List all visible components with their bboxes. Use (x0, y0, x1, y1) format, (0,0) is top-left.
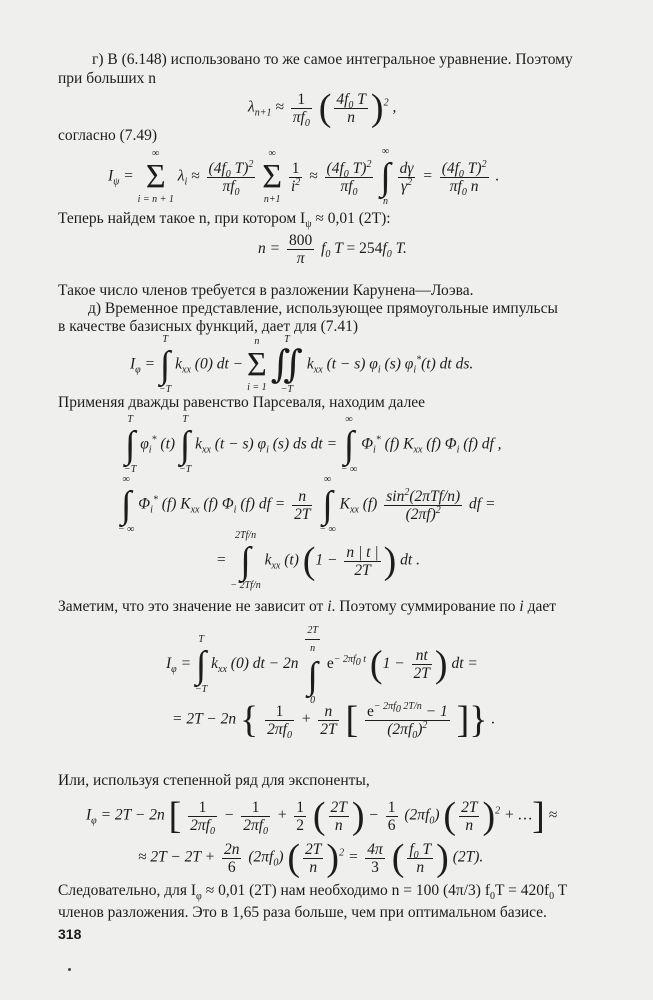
paragraph-zametim: Заметим, что это значение не зависит от i. Поэтому суммирование по i дает (58, 598, 556, 615)
equation-i-phi-integral: $I_\varphi = T$ ∫ −T $k_{xx}$ (0) dt − 2n $\frac{2T}{n}$ ∫ 0 $e^{- 2\pi f_0 t}$ (1 − $\frac{nt}{2T}$ ) dt = (166, 622, 478, 707)
equation-parseval-3: = 2Tf/n ∫ − 2Tf/n $k_{xx}$ (t) (1 − $\frac{n | t |}{2T}$ ) dt . (216, 530, 420, 591)
paragraph-soglasno: согласно (7.49) (58, 127, 158, 144)
paragraph-g-line1: г) В (6.148) использовано то же самое интегральное уравнение. Поэтому (92, 51, 573, 68)
paragraph-g-line2: при больших n (58, 70, 157, 87)
equation-parseval-1: T ∫ −T $\varphi_i^*$ (t) T ∫ −T $k_{xx}$ (t − s) $\varphi_i$ (s) ds dt = ∞ ∫ − ∞ $\Phi_i^*$ (f) $K_{xx}$ (f) $\Phi_i$ (f) df , (124, 414, 502, 475)
equation-lambda: $\lambda_{n+1}$ ≈ $\frac{1}{\pi f_0}$ ( $\frac{4f_0 T}{n}$ )$^2$ , (248, 87, 397, 129)
equation-series-result: ≈ 2T − 2T + $\frac{2n}{6}$ $(2\pi f_0)$ ( $\frac{2T}{n}$ )$^2$ = $\frac{4\pi}{3}$ ( $\frac{f_0 T}{n}$ ) (2T). (138, 837, 484, 879)
equation-n-value: n = $\frac{800}{\pi}$ $f_0$ $T = 254f_0$ T. (258, 232, 407, 267)
paragraph-ili: Или, используя степенной ряд для экспоненты, (58, 772, 370, 789)
paragraph-chlenov: членов разложения. Это в 1,65 раза больше, чем при оптимальном базисе. (58, 904, 547, 921)
equation-i-psi: $I_\psi$ = ∞ Σ i = n + 1 $\lambda_i$ ≈ $\frac{(4f_0 T)^2}{\pi f_0}$ ∞ Σ n+1 $\frac{1}{i^2}$ ≈ $\frac{(4f_0 T)^2}{\pi f_0}$ ∞ ∫ n $\frac{d\gamma}{\gamma^2}$ = $\frac{(4f_0 T)^2}{\pi f_0 n}$ . (108, 146, 500, 207)
page-number: 318 (58, 926, 82, 942)
paragraph-takoe: Такое число членов требуется в разложении Карунена—Лоэва. (58, 282, 474, 299)
paragraph-teper: Теперь найдем такое n, при котором $I_\psi \approx 0,01$ (2T): (58, 210, 391, 231)
paragraph-d-line1: д) Временное представление, использующее прямоугольные импульсы (88, 300, 558, 317)
paragraph-d-line2: в качестве базисных функций, дает для (7.41) (58, 318, 359, 335)
equation-series: $I_\varphi = 2T - 2n$ [ $\frac{1}{2\pi f_0}$ − $\frac{1}{2\pi f_0}$ + $\frac{1}{2}$ ( $\frac{2T}{n}$ ) − $\frac{1}{6}$ $(2\pi f_0)$ ( $\frac{2T}{n}$ )$^2$ + …] ≈ (86, 795, 558, 837)
equation-i-phi-sum: $I_\varphi = T$ ∫ −T $k_{xx}$ (0) dt − n Σ i = 1 T ∬ −T $k_{xx}$ (t − s) $\varphi_i$ (s) $\varphi_i^*(t)$ dt ds. (130, 334, 474, 395)
paragraph-sled: Следовательно, для $I_\varphi \approx 0,01$ (2T) нам необходимо n = 100 (4π/3) $f_0T = 420f_0$ T (58, 882, 568, 903)
speck-mark (68, 968, 71, 971)
equation-parseval-2: ∞ ∫ − ∞ $\Phi_i^*$ (f) $K_{xx}$ (f) $\Phi_i$ (f) df = $\frac{n}{2T}$ ∞ ∫ − ∞ $K_{xx}$ (f) $\frac{\sin^2(2\pi Tf/n)}{(2\pi f)^2}$ df = (118, 474, 496, 535)
equation-i-phi-result: = 2T − 2n { $\frac{1}{2\pi f_0}$ + $\frac{n}{2T}$ [ $\frac{e^{- 2\pi f_0 2T/n} - 1}{(2\pi f_0)^2}$ ]} . (172, 699, 496, 741)
paragraph-primenyaya: Применяя дважды равенство Парсеваля, находим далее (58, 394, 426, 411)
